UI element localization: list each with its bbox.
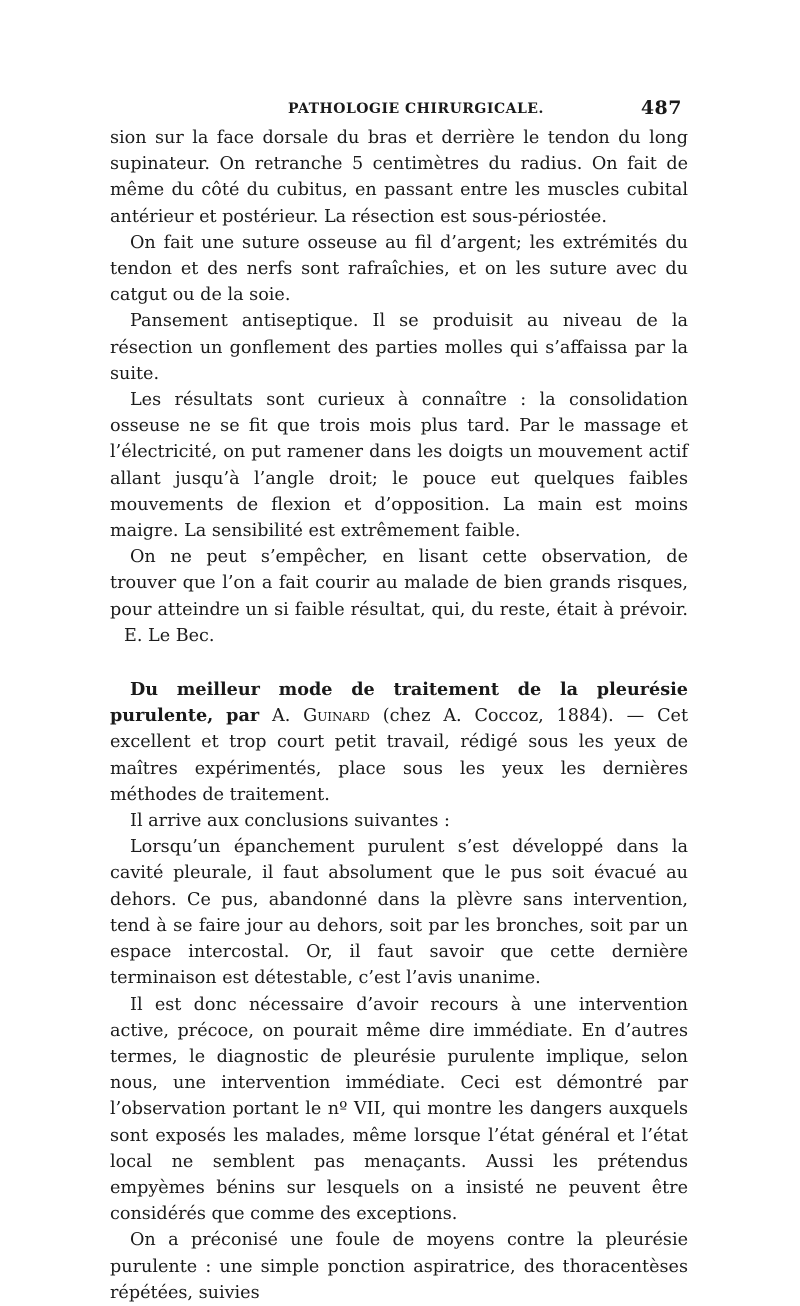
paragraph: Il est donc nécessaire d’avoir recours à une intervention active, précoce, on pourait même dire immédiate. En d’autres termes, le diagnostic de pleurésie purulente implique, selon nous, une intervention immédiate. Ceci est démontré par l’observation portant le nº VII, qui montre les dangers auxquels sont exposés les malades, même lorsque l’état général et l’état local ne semblent pas menaçants. Aussi les prétendus empyèmes bénins sur lesquels on a insisté ne peuvent être considérés que comme des exceptions. [110,994,688,1225]
paragraph: Lorsqu’un épanchement purulent s’est développé dans la cavité pleurale, il faut absolument que le pus soit évacué au dehors. Ce pus, abandonné dans la plèvre sans intervention, tend à se faire jour au dehors, soit par les bronches, soit par un espace intercostal. Or, il faut savoir que cette dernière terminaison est détestable, c’est l’avis unanime. [110,837,688,989]
article-title-by: par [226,705,260,727]
paragraph: On a préconisé une foule de moyens contre la pleurésie purulente : une simple ponction aspiratrice, des thoracentèses répétées, suivies [110,1230,688,1303]
paragraph: On fait une suture osseuse au fil d’argent; les extrémités du tendon et des nerfs sont rafraîchies, et on les suture avec du catgut ou de la soie. [110,232,688,306]
paragraph-text: On ne peut s’empêcher, en lisant cette observation, de trouver que l’on a fait courir au malade de bien grands risques, pour atteindre un si faible résultat, qui, du reste, était à prévoir. [110,547,688,620]
review-heading-paragraph [110,677,688,808]
signature: E. Le Bec. [124,625,215,646]
paragraph: Les résultats sont curieux à connaître : la consolidation osseuse ne se fit que trois mois plus tard. Par le massage et l’électricité, on put ramener dans les doigts un mouvement actif allant jusqu’à l’angle droit; le pouce eut quelques faibles mouvements de flexion et d’opposition. La main est moins maigre. La sensibilité est extrêmement faible. [110,390,688,542]
citation: (chez A. Coccoz, 1884). — Cet excellent et trop court petit travail, rédigé sous les yeux de maîtres expérimentés, place sous les yeux les dernières méthodes de traitement. [110,706,689,805]
running-title: PATHOLOGIE CHIRURGICALE. [288,101,544,117]
page-number: 487 [640,97,682,119]
paragraph-continued: sion sur la face dorsale du bras et derrière le tendon du long supinateur. On retranche 5 centimètres du radius. On fait de même du côté du cubitus, en passant entre les muscles cubital antérieur et postérieur. La résection est sous-périostée. [110,128,688,227]
author: A. Guinard [271,706,370,727]
section-gap [110,649,688,677]
paragraph: Pansement antiseptique. Il se produisit au niveau de la résection un gonflement des parties molles qui s’affaissa par la suite. [110,311,688,384]
page [110,95,688,1306]
paragraph-with-signature [110,544,688,649]
paragraph: Il arrive aux conclusions suivantes : [130,811,450,832]
article-title: Du meilleur mode de traitement de la pleurésie purulente, [110,679,688,727]
running-head [110,95,688,125]
